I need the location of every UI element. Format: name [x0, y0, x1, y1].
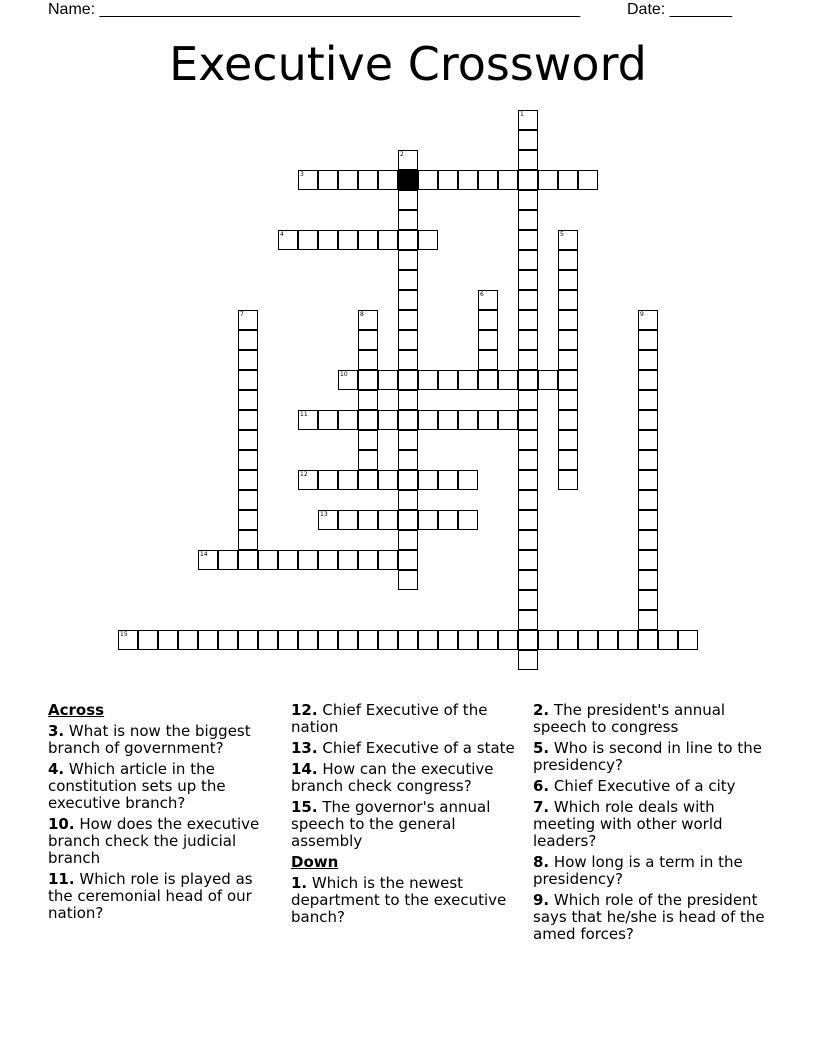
blocked-cell	[398, 170, 418, 190]
cell-number: 2	[400, 151, 404, 158]
clue-across-11: 11. Which role is played as the ceremonial head of our nation?	[48, 870, 253, 922]
grid-cell[interactable]	[398, 150, 418, 170]
grid-cell[interactable]	[618, 630, 638, 650]
grid-cell[interactable]	[378, 510, 398, 530]
grid-cell[interactable]	[298, 230, 318, 250]
grid-cell[interactable]	[518, 350, 538, 370]
grid-cell[interactable]	[238, 450, 258, 470]
grid-cell[interactable]	[238, 550, 258, 570]
grid-cell[interactable]	[518, 290, 538, 310]
grid-cell[interactable]	[518, 210, 538, 230]
grid-cell[interactable]	[478, 170, 498, 190]
clue-across-15: 15. The governor's annual speech to the general assembly	[291, 798, 491, 850]
grid-cell[interactable]	[198, 550, 218, 570]
grid-cell[interactable]	[558, 390, 578, 410]
clue-across-13: 13. Chief Executive of a state	[291, 739, 515, 757]
grid-cell[interactable]	[398, 450, 418, 470]
grid-cell[interactable]	[238, 330, 258, 350]
grid-cell[interactable]	[558, 350, 578, 370]
grid-cell[interactable]	[638, 570, 658, 590]
clue-column-2	[291, 702, 521, 930]
grid-cell[interactable]	[398, 490, 418, 510]
grid-cell[interactable]	[518, 330, 538, 350]
grid-cell[interactable]	[438, 510, 458, 530]
grid-cell[interactable]	[398, 430, 418, 450]
grid-cell[interactable]	[638, 590, 658, 610]
clue-column-1	[48, 702, 278, 926]
cell-number: 11	[300, 411, 308, 418]
grid-cell[interactable]	[358, 630, 378, 650]
grid-cell[interactable]	[398, 470, 418, 490]
grid-cell[interactable]	[538, 170, 558, 190]
grid-cell[interactable]	[318, 410, 338, 430]
grid-cell[interactable]	[518, 650, 538, 670]
grid-cell[interactable]	[518, 310, 538, 330]
grid-cell[interactable]	[518, 450, 538, 470]
grid-cell[interactable]	[498, 370, 518, 390]
grid-cell[interactable]	[478, 630, 498, 650]
grid-cell[interactable]	[418, 230, 438, 250]
clue-across-12: 12. Chief Executive of the nation	[291, 701, 488, 736]
grid-cell[interactable]	[638, 550, 658, 570]
grid-cell[interactable]	[238, 470, 258, 490]
grid-cell[interactable]	[338, 630, 358, 650]
grid-cell[interactable]	[558, 430, 578, 450]
grid-cell[interactable]	[358, 510, 378, 530]
grid-cell[interactable]	[518, 430, 538, 450]
grid-cell[interactable]	[518, 150, 538, 170]
grid-cell[interactable]	[338, 370, 358, 390]
cell-number: 10	[340, 371, 348, 378]
cell-number: 6	[480, 291, 484, 298]
cell-number: 1	[520, 111, 524, 118]
grid-cell[interactable]	[638, 510, 658, 530]
grid-cell[interactable]	[118, 630, 138, 650]
grid-cell[interactable]	[398, 250, 418, 270]
cell-number: 3	[300, 171, 304, 178]
grid-cell[interactable]	[238, 510, 258, 530]
grid-cell[interactable]	[578, 170, 598, 190]
grid-cell[interactable]	[458, 630, 478, 650]
grid-cell[interactable]	[338, 410, 358, 430]
grid-cell[interactable]	[398, 410, 418, 430]
grid-cell[interactable]	[298, 410, 318, 430]
grid-cell[interactable]	[318, 230, 338, 250]
grid-cell[interactable]	[638, 530, 658, 550]
cell-number: 4	[280, 231, 284, 238]
grid-cell[interactable]	[638, 310, 658, 330]
grid-cell[interactable]	[418, 470, 438, 490]
grid-cell[interactable]	[278, 630, 298, 650]
grid-cell[interactable]	[438, 470, 458, 490]
grid-cell[interactable]	[398, 550, 418, 570]
grid-cell[interactable]	[198, 630, 218, 650]
clue-down-7: 7. Which role deals with meeting with other world leaders?	[533, 798, 723, 850]
grid-cell[interactable]	[498, 170, 518, 190]
grid-cell[interactable]	[638, 430, 658, 450]
grid-cell[interactable]	[338, 230, 358, 250]
grid-cell[interactable]	[298, 470, 318, 490]
grid-cell[interactable]	[518, 250, 538, 270]
grid-cell[interactable]	[358, 370, 378, 390]
cell-number: 14	[200, 551, 208, 558]
grid-cell[interactable]	[238, 530, 258, 550]
grid-cell[interactable]	[358, 390, 378, 410]
grid-cell[interactable]	[398, 330, 418, 350]
grid-cell[interactable]	[558, 290, 578, 310]
grid-cell[interactable]	[358, 550, 378, 570]
grid-cell[interactable]	[238, 630, 258, 650]
grid-cell[interactable]	[378, 630, 398, 650]
grid-cell[interactable]	[518, 410, 538, 430]
grid-cell[interactable]	[358, 470, 378, 490]
grid-cell[interactable]	[558, 230, 578, 250]
grid-cell[interactable]	[238, 370, 258, 390]
grid-cell[interactable]	[298, 170, 318, 190]
grid-cell[interactable]	[338, 510, 358, 530]
grid-cell[interactable]	[518, 390, 538, 410]
grid-cell[interactable]	[558, 330, 578, 350]
grid-cell[interactable]	[498, 410, 518, 430]
clue-down-6: 6. Chief Executive of a city	[533, 777, 736, 795]
grid-cell[interactable]	[378, 410, 398, 430]
grid-cell[interactable]	[398, 350, 418, 370]
grid-cell[interactable]	[358, 430, 378, 450]
grid-cell[interactable]	[418, 170, 438, 190]
clue-across-10: 10. How does the executive branch check the judicial branch	[48, 815, 260, 867]
grid-cell[interactable]	[478, 330, 498, 350]
grid-cell[interactable]	[398, 270, 418, 290]
grid-cell[interactable]	[478, 350, 498, 370]
cell-number: 5	[560, 231, 564, 238]
grid-cell[interactable]	[338, 550, 358, 570]
grid-cell[interactable]	[318, 470, 338, 490]
grid-cell[interactable]	[518, 270, 538, 290]
grid-cell[interactable]	[558, 410, 578, 430]
grid-cell[interactable]	[238, 410, 258, 430]
grid-cell[interactable]	[398, 630, 418, 650]
grid-cell[interactable]	[398, 190, 418, 210]
cell-number: 8	[360, 311, 364, 318]
grid-cell[interactable]	[638, 390, 658, 410]
grid-cell[interactable]	[398, 290, 418, 310]
grid-cell[interactable]	[558, 170, 578, 190]
grid-cell[interactable]	[458, 470, 478, 490]
grid-cell[interactable]	[378, 470, 398, 490]
clue-down-5: 5. Who is second in line to the presidency?	[533, 739, 762, 774]
grid-cell[interactable]	[358, 310, 378, 330]
name-field-label: Name: ______________________________________________________	[48, 1, 581, 18]
grid-cell[interactable]	[358, 230, 378, 250]
grid-cell[interactable]	[518, 230, 538, 250]
grid-cell[interactable]	[558, 250, 578, 270]
grid-cell[interactable]	[638, 490, 658, 510]
grid-cell[interactable]	[518, 550, 538, 570]
grid-cell[interactable]	[518, 590, 538, 610]
grid-cell[interactable]	[498, 630, 518, 650]
grid-cell[interactable]	[398, 210, 418, 230]
grid-cell[interactable]	[558, 370, 578, 390]
clue-across-3: 3. What is now the biggest branch of government?	[48, 722, 251, 757]
cell-number: 13	[320, 511, 328, 518]
grid-cell[interactable]	[458, 510, 478, 530]
grid-cell[interactable]	[238, 430, 258, 450]
grid-cell[interactable]	[338, 470, 358, 490]
grid-cell[interactable]	[358, 450, 378, 470]
grid-cell[interactable]	[518, 610, 538, 630]
grid-cell[interactable]	[458, 410, 478, 430]
grid-cell[interactable]	[338, 170, 358, 190]
across-heading: Across	[48, 701, 105, 719]
grid-cell[interactable]	[658, 630, 678, 650]
grid-cell[interactable]	[518, 630, 538, 650]
grid-cell[interactable]	[398, 530, 418, 550]
grid-cell[interactable]	[518, 130, 538, 150]
grid-cell[interactable]	[158, 630, 178, 650]
grid-cell[interactable]	[638, 630, 658, 650]
grid-cell[interactable]	[378, 170, 398, 190]
grid-cell[interactable]	[558, 270, 578, 290]
grid-cell[interactable]	[438, 630, 458, 650]
grid-cell[interactable]	[378, 370, 398, 390]
grid-cell[interactable]	[358, 330, 378, 350]
grid-cell[interactable]	[578, 630, 598, 650]
grid-cell[interactable]	[378, 550, 398, 570]
grid-cell[interactable]	[638, 330, 658, 350]
cell-number: 12	[300, 471, 308, 478]
grid-cell[interactable]	[518, 490, 538, 510]
grid-cell[interactable]	[438, 410, 458, 430]
grid-cell[interactable]	[238, 390, 258, 410]
clue-column-3	[533, 702, 768, 947]
grid-cell[interactable]	[418, 370, 438, 390]
grid-cell[interactable]	[678, 630, 698, 650]
clue-across-14: 14. How can the executive branch check congress?	[291, 760, 494, 795]
grid-cell[interactable]	[518, 510, 538, 530]
grid-cell[interactable]	[518, 190, 538, 210]
grid-cell[interactable]	[638, 470, 658, 490]
grid-cell[interactable]	[238, 490, 258, 510]
grid-cell[interactable]	[418, 630, 438, 650]
cell-number: 7	[240, 311, 244, 318]
grid-cell[interactable]	[218, 630, 238, 650]
grid-cell[interactable]	[538, 370, 558, 390]
grid-cell[interactable]	[538, 630, 558, 650]
grid-cell[interactable]	[478, 310, 498, 330]
grid-cell[interactable]	[558, 310, 578, 330]
grid-cell[interactable]	[638, 610, 658, 630]
clue-down-1: 1. Which is the newest department to the executive banch?	[291, 874, 507, 926]
down-heading: Down	[291, 853, 339, 871]
grid-cell[interactable]	[478, 290, 498, 310]
grid-cell[interactable]	[438, 170, 458, 190]
grid-cell[interactable]	[138, 630, 158, 650]
grid-cell[interactable]	[358, 350, 378, 370]
grid-cell[interactable]	[438, 370, 458, 390]
grid-cell[interactable]	[378, 230, 398, 250]
grid-cell[interactable]	[518, 530, 538, 550]
grid-cell[interactable]	[278, 550, 298, 570]
grid-cell[interactable]	[358, 410, 378, 430]
grid-cell[interactable]	[558, 450, 578, 470]
grid-cell[interactable]	[458, 370, 478, 390]
grid-cell[interactable]	[418, 410, 438, 430]
grid-cell[interactable]	[478, 410, 498, 430]
grid-cell[interactable]	[318, 510, 338, 530]
grid-cell[interactable]	[298, 630, 318, 650]
clue-across-4: 4. Which article in the constitution sets up the executive branch?	[48, 760, 226, 812]
grid-cell[interactable]	[258, 630, 278, 650]
cell-number: 15	[120, 631, 128, 638]
grid-cell[interactable]	[278, 230, 298, 250]
grid-cell[interactable]	[218, 550, 238, 570]
grid-cell[interactable]	[318, 630, 338, 650]
grid-cell[interactable]	[398, 310, 418, 330]
grid-cell[interactable]	[638, 450, 658, 470]
grid-cell[interactable]	[318, 550, 338, 570]
grid-cell[interactable]	[518, 170, 538, 190]
clue-down-2: 2. The president's annual speech to congress	[533, 701, 726, 736]
date-field-label: Date: _______	[627, 1, 732, 18]
grid-cell[interactable]	[318, 170, 338, 190]
grid-cell[interactable]	[518, 470, 538, 490]
grid-cell[interactable]	[638, 370, 658, 390]
cell-number: 9	[640, 311, 644, 318]
grid-cell[interactable]	[178, 630, 198, 650]
grid-cell[interactable]	[298, 550, 318, 570]
grid-cell[interactable]	[398, 390, 418, 410]
grid-cell[interactable]	[398, 510, 418, 530]
grid-cell[interactable]	[558, 470, 578, 490]
grid-cell[interactable]	[598, 630, 618, 650]
grid-cell[interactable]	[638, 410, 658, 430]
grid-cell[interactable]	[518, 570, 538, 590]
grid-cell[interactable]	[558, 630, 578, 650]
grid-cell[interactable]	[258, 550, 278, 570]
page-title: Executive Crossword	[169, 37, 647, 91]
grid-cell[interactable]	[358, 170, 378, 190]
grid-cell[interactable]	[638, 350, 658, 370]
grid-cell[interactable]	[458, 170, 478, 190]
grid-cell[interactable]	[518, 110, 538, 130]
grid-cell[interactable]	[398, 230, 418, 250]
grid-cell[interactable]	[238, 350, 258, 370]
grid-cell[interactable]	[398, 570, 418, 590]
clue-down-9: 9. Which role of the president says that he/she is head of the amed forces?	[533, 891, 765, 943]
grid-cell[interactable]	[478, 370, 498, 390]
grid-cell[interactable]	[238, 310, 258, 330]
grid-cell[interactable]	[518, 370, 538, 390]
grid-cell[interactable]	[398, 370, 418, 390]
grid-cell[interactable]	[418, 510, 438, 530]
clue-down-8: 8. How long is a term in the presidency?	[533, 853, 743, 888]
